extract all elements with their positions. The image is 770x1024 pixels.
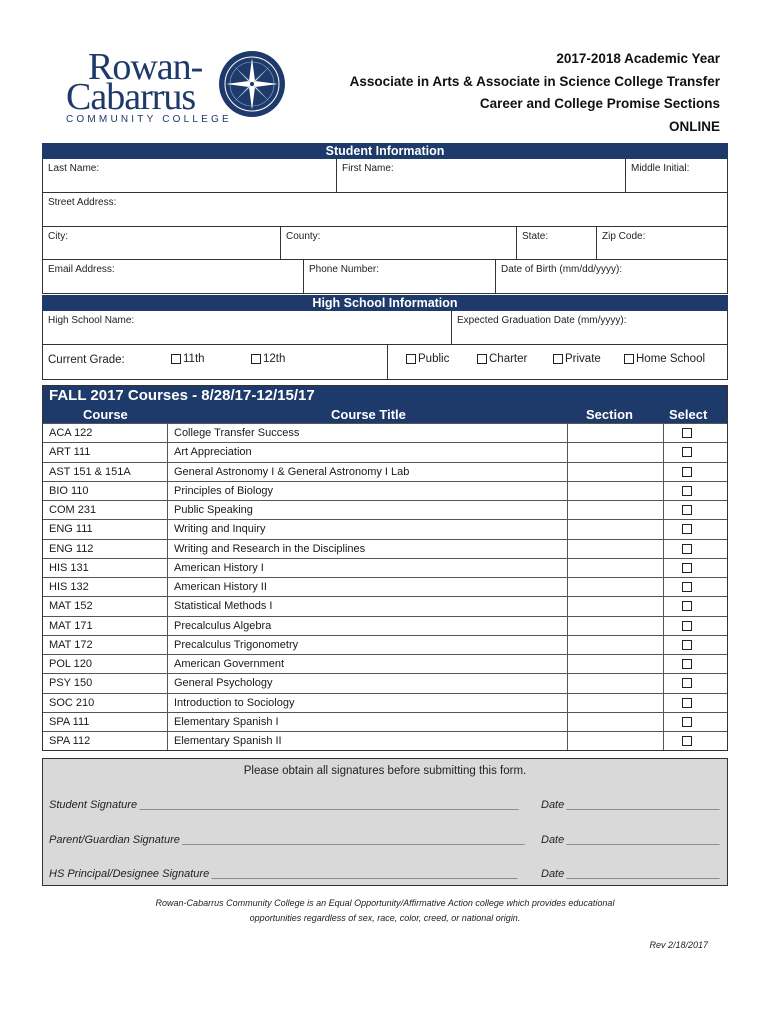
last-name-field[interactable] <box>43 159 336 192</box>
logo-subtitle: COMMUNITY COLLEGE <box>66 114 232 125</box>
high-school-name-field[interactable] <box>43 311 451 344</box>
course-row <box>43 712 727 731</box>
type-public-label: Public <box>418 353 450 365</box>
grad-date-field[interactable] <box>451 311 729 344</box>
column-divider <box>663 713 664 731</box>
course-code: ENG 112 <box>49 542 94 555</box>
column-divider <box>167 597 168 615</box>
column-divider <box>663 636 664 654</box>
compass-seal-icon <box>218 50 286 118</box>
school-type-cell <box>387 345 729 379</box>
zip-label: Zip Code: <box>602 231 646 242</box>
grade-11th-checkbox[interactable] <box>171 354 181 364</box>
course-row <box>43 635 727 654</box>
column-divider <box>567 424 568 442</box>
column-divider <box>167 694 168 712</box>
column-divider <box>567 559 568 577</box>
program-subtitle: Career and College Promise Sections <box>479 96 720 111</box>
course-row <box>43 539 727 558</box>
courses-title: FALL 2017 Courses - 8/28/17-12/15/17 <box>43 386 727 406</box>
course-code: MAT 152 <box>49 600 93 613</box>
column-divider <box>663 463 664 481</box>
course-code: AST 151 & 151A <box>49 465 131 478</box>
revision-date: Rev 2/18/2017 <box>649 940 708 950</box>
course-title: Precalculus Algebra <box>174 619 272 632</box>
course-title: Precalculus Trigonometry <box>174 638 299 651</box>
dob-label: Date of Birth (mm/dd/yyyy): <box>501 264 623 275</box>
column-divider <box>567 674 568 692</box>
parent-signature-line[interactable]: Parent/Guardian Signature ________________________________________________________ <box>49 834 526 846</box>
course-title: General Astronomy I & General Astronomy I Lab <box>174 465 410 478</box>
column-divider <box>167 424 168 442</box>
course-title: Writing and Inquiry <box>174 523 266 536</box>
course-title: Elementary Spanish II <box>174 735 282 747</box>
first-name-label: First Name: <box>342 163 394 174</box>
course-select-checkbox[interactable] <box>682 582 692 592</box>
name-row <box>42 159 728 193</box>
logo-line1: Rowan- <box>88 46 203 88</box>
course-row <box>43 673 727 692</box>
school-row <box>42 311 728 345</box>
principal-signature-line[interactable]: HS Principal/Designee Signature __________________________________________________ <box>49 868 519 880</box>
grade-12th-option[interactable] <box>251 353 285 365</box>
column-divider <box>663 732 664 750</box>
grade-row <box>42 345 728 380</box>
current-grade-cell <box>43 345 387 379</box>
column-divider <box>567 732 568 750</box>
course-row <box>43 558 727 577</box>
course-select-checkbox[interactable] <box>682 544 692 554</box>
column-divider <box>167 617 168 635</box>
column-divider <box>567 636 568 654</box>
column-divider <box>663 578 664 596</box>
course-row <box>43 481 727 500</box>
column-divider <box>567 520 568 538</box>
column-divider <box>167 540 168 558</box>
form-header <box>350 48 720 138</box>
current-grade-label: Current Grade: <box>48 354 125 366</box>
logo-line2: Cabarrus <box>66 76 196 118</box>
first-name-field[interactable] <box>336 159 625 192</box>
course-code: COM 231 <box>49 504 97 516</box>
course-select-checkbox[interactable] <box>682 524 692 534</box>
city-label: City: <box>48 231 68 242</box>
phone-field[interactable] <box>303 260 495 293</box>
type-private-checkbox[interactable] <box>553 354 563 364</box>
column-divider <box>663 540 664 558</box>
course-select-checkbox[interactable] <box>682 428 692 438</box>
column-divider <box>567 482 568 500</box>
eeo-line2: opportunities regardless of sex, race, color, creed, or national origin. <box>249 913 521 923</box>
course-row <box>43 423 727 442</box>
course-title: Public Speaking <box>174 504 253 516</box>
col-section-header: Section <box>586 407 633 422</box>
column-divider <box>567 655 568 673</box>
type-charter-option[interactable] <box>477 353 527 365</box>
column-divider <box>167 501 168 519</box>
type-private-label: Private <box>565 353 601 365</box>
column-divider <box>167 482 168 500</box>
type-public-option[interactable] <box>406 353 449 365</box>
course-row <box>43 577 727 596</box>
middle-initial-label: Middle Initial: <box>631 163 690 174</box>
column-divider <box>663 694 664 712</box>
column-divider <box>663 674 664 692</box>
course-code: ACA 122 <box>49 427 93 439</box>
course-select-checkbox[interactable] <box>682 467 692 477</box>
course-row <box>43 500 727 519</box>
city-field[interactable] <box>43 227 280 259</box>
grade-12th-label: 12th <box>263 353 286 365</box>
course-code: SOC 210 <box>49 696 95 709</box>
state-label: State: <box>522 231 549 242</box>
column-divider <box>663 424 664 442</box>
column-divider <box>167 443 168 461</box>
contact-row <box>42 260 728 294</box>
type-public-checkbox[interactable] <box>406 354 416 364</box>
academic-year: 2017-2018 Academic Year <box>556 51 720 66</box>
course-select-checkbox[interactable] <box>682 736 692 746</box>
course-select-checkbox[interactable] <box>682 717 692 727</box>
principal-date-line[interactable]: Date _________________________ <box>541 868 721 880</box>
column-divider <box>567 501 568 519</box>
course-select-checkbox[interactable] <box>682 563 692 573</box>
course-code: HIS 131 <box>49 561 89 574</box>
email-field[interactable] <box>43 260 303 293</box>
zip-field[interactable] <box>596 227 729 259</box>
type-private-option[interactable] <box>553 353 601 365</box>
street-address-label: Street Address: <box>48 197 117 208</box>
column-divider <box>167 732 168 750</box>
course-code: HIS 132 <box>49 581 89 593</box>
column-divider <box>567 597 568 615</box>
col-select-header: Select <box>669 407 708 422</box>
column-divider <box>167 655 168 673</box>
course-title: Writing and Research in the Disciplines <box>174 542 366 555</box>
course-row <box>43 519 727 538</box>
student-info-header: Student Information <box>42 143 728 159</box>
last-name-label: Last Name: <box>48 163 100 174</box>
eeo-line1: Rowan-Cabarrus Community College is an Equal Opportunity/Affirmative Action college which provides educational <box>155 898 615 908</box>
course-title: American History I <box>174 561 264 574</box>
course-code: POL 120 <box>49 658 93 670</box>
city-row <box>42 227 728 260</box>
course-title: College Transfer Success <box>174 427 300 439</box>
column-divider <box>663 443 664 461</box>
course-row <box>43 596 727 615</box>
program-title: Associate in Arts & Associate in Science College Transfer <box>349 73 720 89</box>
student-signature-line[interactable]: Student Signature ______________________________________________________________ <box>49 799 520 811</box>
course-rows <box>43 423 727 750</box>
course-select-checkbox[interactable] <box>682 621 692 631</box>
type-home-school-option[interactable] <box>624 353 705 365</box>
type-home-school-label: Home School <box>636 353 706 365</box>
county-label: County: <box>286 231 321 242</box>
parent-date-line[interactable]: Date _________________________ <box>541 834 721 846</box>
course-title: Introduction to Sociology <box>174 696 295 709</box>
column-divider <box>567 713 568 731</box>
course-title: General Psychology <box>174 677 273 690</box>
column-divider <box>167 463 168 481</box>
course-code: ART 111 <box>49 446 91 459</box>
column-divider <box>167 578 168 596</box>
course-row <box>43 616 727 635</box>
course-title: Principles of Biology <box>174 484 274 497</box>
course-select-checkbox[interactable] <box>682 640 692 650</box>
course-select-checkbox[interactable] <box>682 505 692 515</box>
course-select-checkbox[interactable] <box>682 486 692 496</box>
courses-header-row <box>43 406 727 423</box>
course-title: Elementary Spanish I <box>174 715 279 728</box>
column-divider <box>567 617 568 635</box>
grade-11th-option[interactable] <box>171 353 205 365</box>
col-course-header: Course <box>83 407 128 422</box>
column-divider <box>663 597 664 615</box>
course-row <box>43 693 727 712</box>
column-divider <box>567 540 568 558</box>
phone-label: Phone Number: <box>309 264 380 275</box>
street-address-field[interactable] <box>43 193 729 226</box>
column-divider <box>663 501 664 519</box>
column-divider <box>663 559 664 577</box>
column-divider <box>663 617 664 635</box>
column-divider <box>167 674 168 692</box>
column-divider <box>567 463 568 481</box>
high-school-name-label: High School Name: <box>48 315 135 326</box>
course-select-checkbox[interactable] <box>682 678 692 688</box>
course-code: ENG 111 <box>49 523 93 536</box>
course-title: Art Appreciation <box>174 446 252 459</box>
column-divider <box>167 559 168 577</box>
course-row <box>43 731 727 750</box>
course-select-checkbox[interactable] <box>682 447 692 457</box>
middle-initial-field[interactable] <box>625 159 729 192</box>
college-logo <box>62 46 292 130</box>
course-code: BIO 110 <box>49 484 89 497</box>
column-divider <box>167 636 168 654</box>
type-home-school-checkbox[interactable] <box>624 354 634 364</box>
student-date-line[interactable]: Date _________________________ <box>541 799 721 811</box>
county-field[interactable] <box>280 227 516 259</box>
column-divider <box>567 694 568 712</box>
dob-field[interactable] <box>495 260 729 293</box>
course-row <box>43 462 727 481</box>
course-code: SPA 112 <box>49 735 91 747</box>
course-code: PSY 150 <box>49 677 93 690</box>
grade-11th-label: 11th <box>183 353 205 365</box>
signature-section <box>42 758 728 886</box>
course-title: American History II <box>174 581 267 593</box>
type-charter-label: Charter <box>489 353 528 365</box>
course-code: SPA 111 <box>49 715 90 728</box>
course-select-checkbox[interactable] <box>682 601 692 611</box>
eeo-statement <box>0 896 770 926</box>
course-select-checkbox[interactable] <box>682 698 692 708</box>
course-row <box>43 654 727 673</box>
signature-note: Please obtain all signatures before submitting this form. <box>243 765 527 777</box>
column-divider <box>663 655 664 673</box>
course-title: Statistical Methods I <box>174 600 273 613</box>
column-divider <box>167 713 168 731</box>
high-school-header: High School Information <box>42 295 728 311</box>
grad-date-label: Expected Graduation Date (mm/yyyy): <box>457 315 627 326</box>
course-select-checkbox[interactable] <box>682 659 692 669</box>
delivery-mode: ONLINE <box>668 118 720 134</box>
course-code: MAT 171 <box>49 619 93 632</box>
email-label: Email Address: <box>48 264 115 275</box>
column-divider <box>663 520 664 538</box>
grade-12th-checkbox[interactable] <box>251 354 261 364</box>
col-title-header: Course Title <box>331 407 406 422</box>
course-row <box>43 442 727 461</box>
course-title: American Government <box>174 658 285 670</box>
column-divider <box>567 578 568 596</box>
column-divider <box>663 482 664 500</box>
type-charter-checkbox[interactable] <box>477 354 487 364</box>
courses-table <box>42 385 728 751</box>
column-divider <box>567 443 568 461</box>
street-row <box>42 193 728 227</box>
course-code: MAT 172 <box>49 638 93 651</box>
column-divider <box>167 520 168 538</box>
state-field[interactable] <box>516 227 596 259</box>
